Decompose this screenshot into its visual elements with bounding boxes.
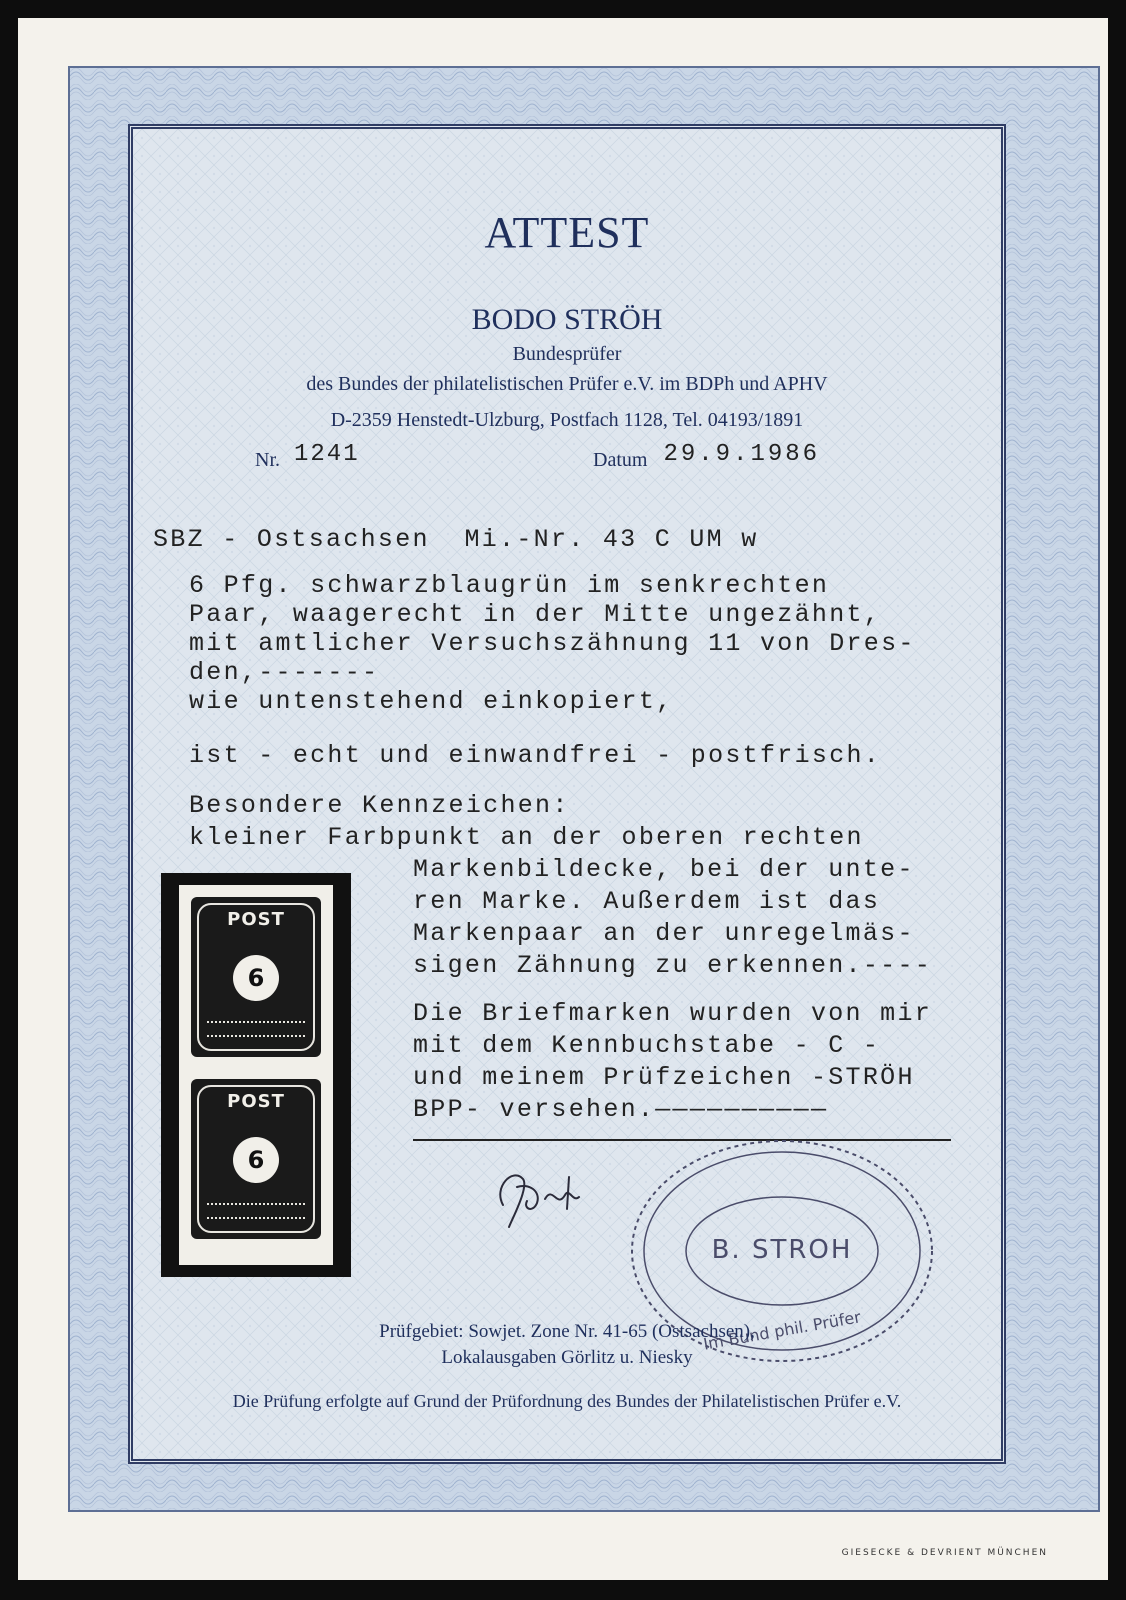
footer-note: Die Prüfung erfolgte auf Grund der Prüfordnung des Bundes der Philatelistischen Prüfer e.V. (232, 1391, 902, 1411)
marking-line: BPP- versehen.—————————— (413, 1095, 829, 1124)
description-line: Paar, waagerecht in der Mitte ungezähnt, (189, 600, 882, 629)
stamp-ornament (207, 1021, 305, 1037)
seal-ring-text: Im Bund phil. Prüfer (701, 1307, 863, 1354)
stamp-upper (191, 897, 321, 1057)
stamp-denomination: 6 (247, 1146, 265, 1174)
signature (483, 1147, 603, 1237)
stamp-label: POST (227, 909, 285, 930)
features-line: kleiner Farbpunkt an der oberen rechten (189, 823, 864, 852)
features-line: Markenpaar an der unregelmäs- (413, 919, 915, 948)
examiner-role: Bundesprüfer (512, 343, 622, 365)
printer-imprint: GIESECKE & DEVRIENT MÜNCHEN (841, 1548, 1048, 1558)
features-line: ren Marke. Außerdem ist das (413, 887, 881, 916)
features-line: sigen Zähnung zu erkennen.---- (413, 951, 933, 980)
datum-value: 29.9.1986 (663, 441, 821, 468)
certificate-date (593, 441, 821, 474)
description-line: 6 Pfg. schwarzblaugrün im senkrechten (189, 571, 830, 600)
marking-line: und meinem Prüfzeichen -STRÖH (413, 1063, 915, 1092)
stamp-ornament (207, 1203, 305, 1219)
examiner-name: BODO STRÖH (471, 303, 663, 336)
marking-line: mit dem Kennbuchstabe - C - (413, 1031, 881, 1060)
datum-label: Datum (593, 449, 648, 471)
stamp-pair-image (161, 873, 351, 1277)
scope-line-2: Lokalausgaben Görlitz u. Niesky (441, 1347, 693, 1368)
nr-value: 1241 (294, 441, 360, 468)
certificate-body (128, 124, 1006, 1464)
certificate-sheet (18, 18, 1108, 1580)
certificate-title: ATTEST (484, 208, 650, 257)
features-heading: Besondere Kennzeichen: (189, 791, 570, 820)
nr-label: Nr. (255, 449, 280, 471)
stamp-denomination-circle (233, 955, 279, 1001)
scope-line-1: Prüfgebiet: Sowjet. Zone Nr. 41-65 (Ostsachsen), (379, 1321, 755, 1342)
verdict: ist - echt und einwandfrei - postfrisch. (189, 741, 882, 770)
description-line: mit amtlicher Versuchszähnung 11 von Dres- (189, 629, 916, 658)
stamp-label: POST (227, 1091, 285, 1112)
features-line: Markenbildecke, bei der unte- (413, 855, 915, 884)
stamp-denomination: 6 (247, 964, 265, 992)
marking-line: Die Briefmarken wurden von mir (413, 999, 933, 1028)
certificate-number (255, 441, 360, 474)
description-block (189, 571, 916, 716)
stamp-lower (191, 1079, 321, 1239)
stamp-reference: SBZ - Ostsachsen Mi.-Nr. 43 C UM w (153, 525, 759, 554)
description-line: wie untenstehend einkopiert, (189, 687, 674, 716)
examiner-address: D-2359 Henstedt-Ulzburg, Postfach 1128, Tel. 04193/1891 (330, 409, 804, 431)
examiner-association: des Bundes der philatelistischen Prüfer e.V. im BDPh und APHV (306, 373, 828, 395)
seal-center-text: B. STROH (711, 1235, 853, 1265)
description-line: den,------- (189, 658, 380, 687)
stamp-denomination-circle (233, 1137, 279, 1183)
